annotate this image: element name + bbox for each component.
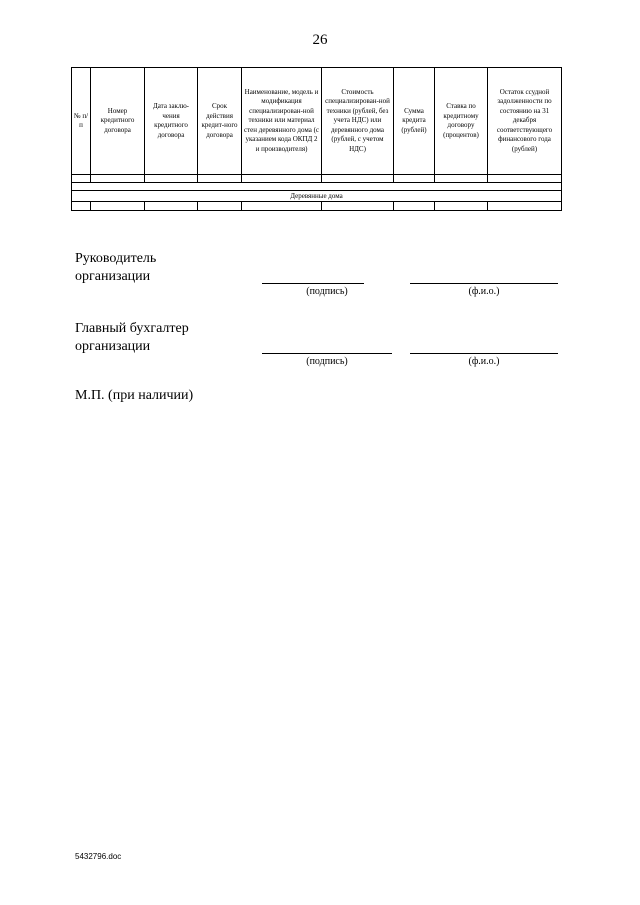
table-cell — [242, 175, 322, 183]
table-cell — [198, 202, 242, 211]
stamp-placeholder: М.П. (при наличии) — [75, 388, 194, 403]
accountant-label-line2: организации — [75, 339, 151, 354]
table-header-row — [72, 68, 562, 175]
table-cell — [435, 202, 488, 211]
table-cell — [435, 175, 488, 183]
table-section-row — [72, 191, 562, 202]
header-cell-contract-term: Срок действия кредит-ного договора — [198, 68, 242, 175]
head-sign-caption: (подпись) — [306, 286, 348, 297]
credit-contracts-table — [71, 67, 562, 211]
accountant-name-line — [410, 353, 558, 354]
head-label-line1: Руководитель — [75, 251, 157, 266]
table-cell — [488, 202, 562, 211]
table-row — [72, 175, 562, 183]
header-cell-number: № п/п — [72, 68, 91, 175]
file-name-footer: 5432796.doc — [75, 852, 122, 861]
table-cell — [72, 202, 91, 211]
accountant-signature-label — [75, 320, 189, 356]
header-cell-equipment-name: Наименование, модель и модификация специализирован-ной техники или материал стен деревянного дома (с указанием кода ОКПД 2 и производителя) — [242, 68, 322, 175]
header-cell-contract-number: Номер кредитного договора — [91, 68, 145, 175]
table-row — [72, 202, 562, 211]
header-cell-credit-amount: Сумма кредита (рублей) — [394, 68, 435, 175]
table-cell — [72, 175, 91, 183]
table-cell — [145, 175, 198, 183]
accountant-sign-caption: (подпись) — [306, 356, 348, 367]
table-cell — [322, 202, 394, 211]
head-signature-label — [75, 250, 156, 286]
head-name-line — [410, 283, 558, 284]
table-cell — [242, 202, 322, 211]
accountant-name-caption: (ф.и.о.) — [468, 356, 500, 367]
table-cell — [322, 175, 394, 183]
table-cell — [91, 175, 145, 183]
table-cell — [394, 175, 435, 183]
header-cell-equipment-cost: Стоимость специализирован-ной техники (рублей, без учета НДС) или деревянного дома (рублей, с учетом НДС) — [322, 68, 394, 175]
head-label-line2: организации — [75, 269, 151, 284]
table-row — [72, 183, 562, 191]
head-signature-line — [262, 283, 364, 284]
header-cell-debt-balance: Остаток ссудной задолженности по состоянию на 31 декабря соответствующего финансового года (рублей) — [488, 68, 562, 175]
head-name-caption: (ф.и.о.) — [468, 286, 500, 297]
table-cell — [145, 202, 198, 211]
section-label: Деревянные дома — [72, 191, 562, 202]
table-cell — [91, 202, 145, 211]
header-cell-contract-date: Дата заклю-чения кредитного договора — [145, 68, 198, 175]
table-cell — [72, 183, 562, 191]
header-cell-credit-rate: Ставка по кредитному договору (процентов) — [435, 68, 488, 175]
table-cell — [394, 202, 435, 211]
accountant-label-line1: Главный бухгалтер — [75, 321, 189, 336]
table-cell — [198, 175, 242, 183]
accountant-signature-line — [262, 353, 392, 354]
page-number: 26 — [312, 32, 328, 48]
table-cell — [488, 175, 562, 183]
